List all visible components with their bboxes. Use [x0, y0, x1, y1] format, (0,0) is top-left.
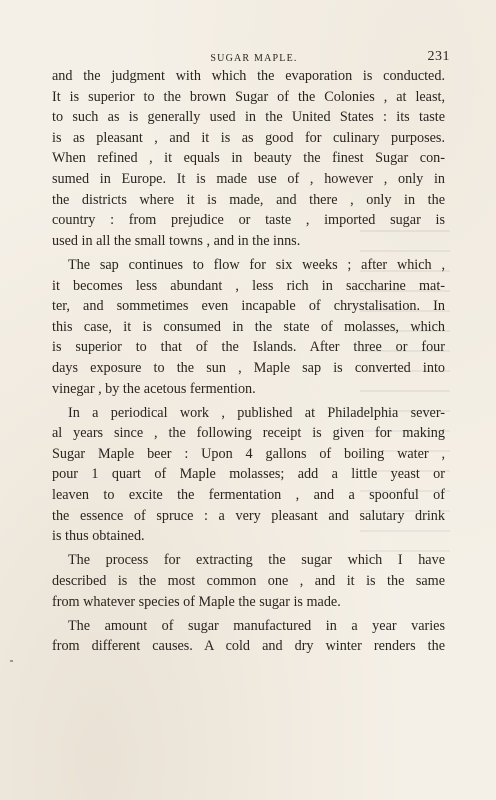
text-line: is thus obtained.	[52, 528, 145, 545]
text-line: When refined , it equals in beauty the finest Sugar con-	[52, 150, 445, 167]
body-text	[52, 66, 445, 661]
text-line: sumed in Europe. It is made use of , however , only in	[52, 170, 445, 187]
text-line: The amount of sugar manufactured in a year varies	[68, 617, 445, 634]
paragraph	[52, 550, 445, 612]
text-line: The process for extracting the sugar which I have	[68, 552, 445, 569]
text-line: described is the most common one , and it is the same	[52, 573, 445, 590]
text-line: The sap continues to flow for six weeks ; after which ,	[68, 256, 445, 273]
text-line: days exposure to the sun , Maple sap is converted into	[52, 359, 445, 376]
text-line: and the judgment with which the evaporation is conducted.	[52, 68, 445, 84]
text-line: It is superior to the brown Sugar of the Colonies , at least,	[52, 88, 445, 105]
text-line: from different causes. A cold and dry winter renders the	[52, 638, 445, 655]
text-line: it becomes less abundant , less rich in saccharine mat-	[52, 277, 445, 294]
text-line: leaven to excite the fermentation , and a spoonful of	[52, 487, 445, 504]
text-line: used in all the small towns , and in the inns.	[52, 232, 301, 249]
text-line: country : from prejudice or taste , imported sugar is	[52, 212, 445, 229]
text-line: ter, and sommetimes even incapable of chrystalisation. In	[52, 298, 445, 315]
text-line: this case, it is consumed in the state of molasses, which	[52, 318, 445, 335]
text-line: the essence of spruce : a very pleasant and salutary drink	[52, 507, 445, 524]
paragraph	[52, 255, 445, 399]
text-line: al years since , the following receipt is given for making	[52, 425, 445, 442]
text-line: is superior to that of the Islands. After three or four	[52, 339, 445, 356]
paragraph	[52, 66, 445, 251]
margin-speck	[10, 660, 13, 662]
text-line: to such as is generally used in the United States : its taste	[52, 109, 445, 126]
paragraph	[52, 616, 445, 657]
page-number: 231	[427, 49, 450, 64]
text-line: the districts where it is made, and there , only in the	[52, 191, 445, 208]
text-line: vinegar , by the acetous fermention.	[52, 380, 256, 397]
text-line: In a periodical work , published at Philadelphia sever-	[68, 404, 445, 421]
running-head: SUGAR MAPLE.	[210, 53, 298, 64]
text-line: is as pleasant , and it is as good for culinary purposes.	[52, 129, 445, 146]
text-line: from whatever species of Maple the sugar is made.	[52, 593, 341, 610]
text-line: pour 1 quart of Maple molasses; add a little yeast or	[52, 466, 445, 483]
paragraph	[52, 403, 445, 547]
text-line: Sugar Maple beer : Upon 4 gallons of boiling water ,	[52, 445, 445, 462]
